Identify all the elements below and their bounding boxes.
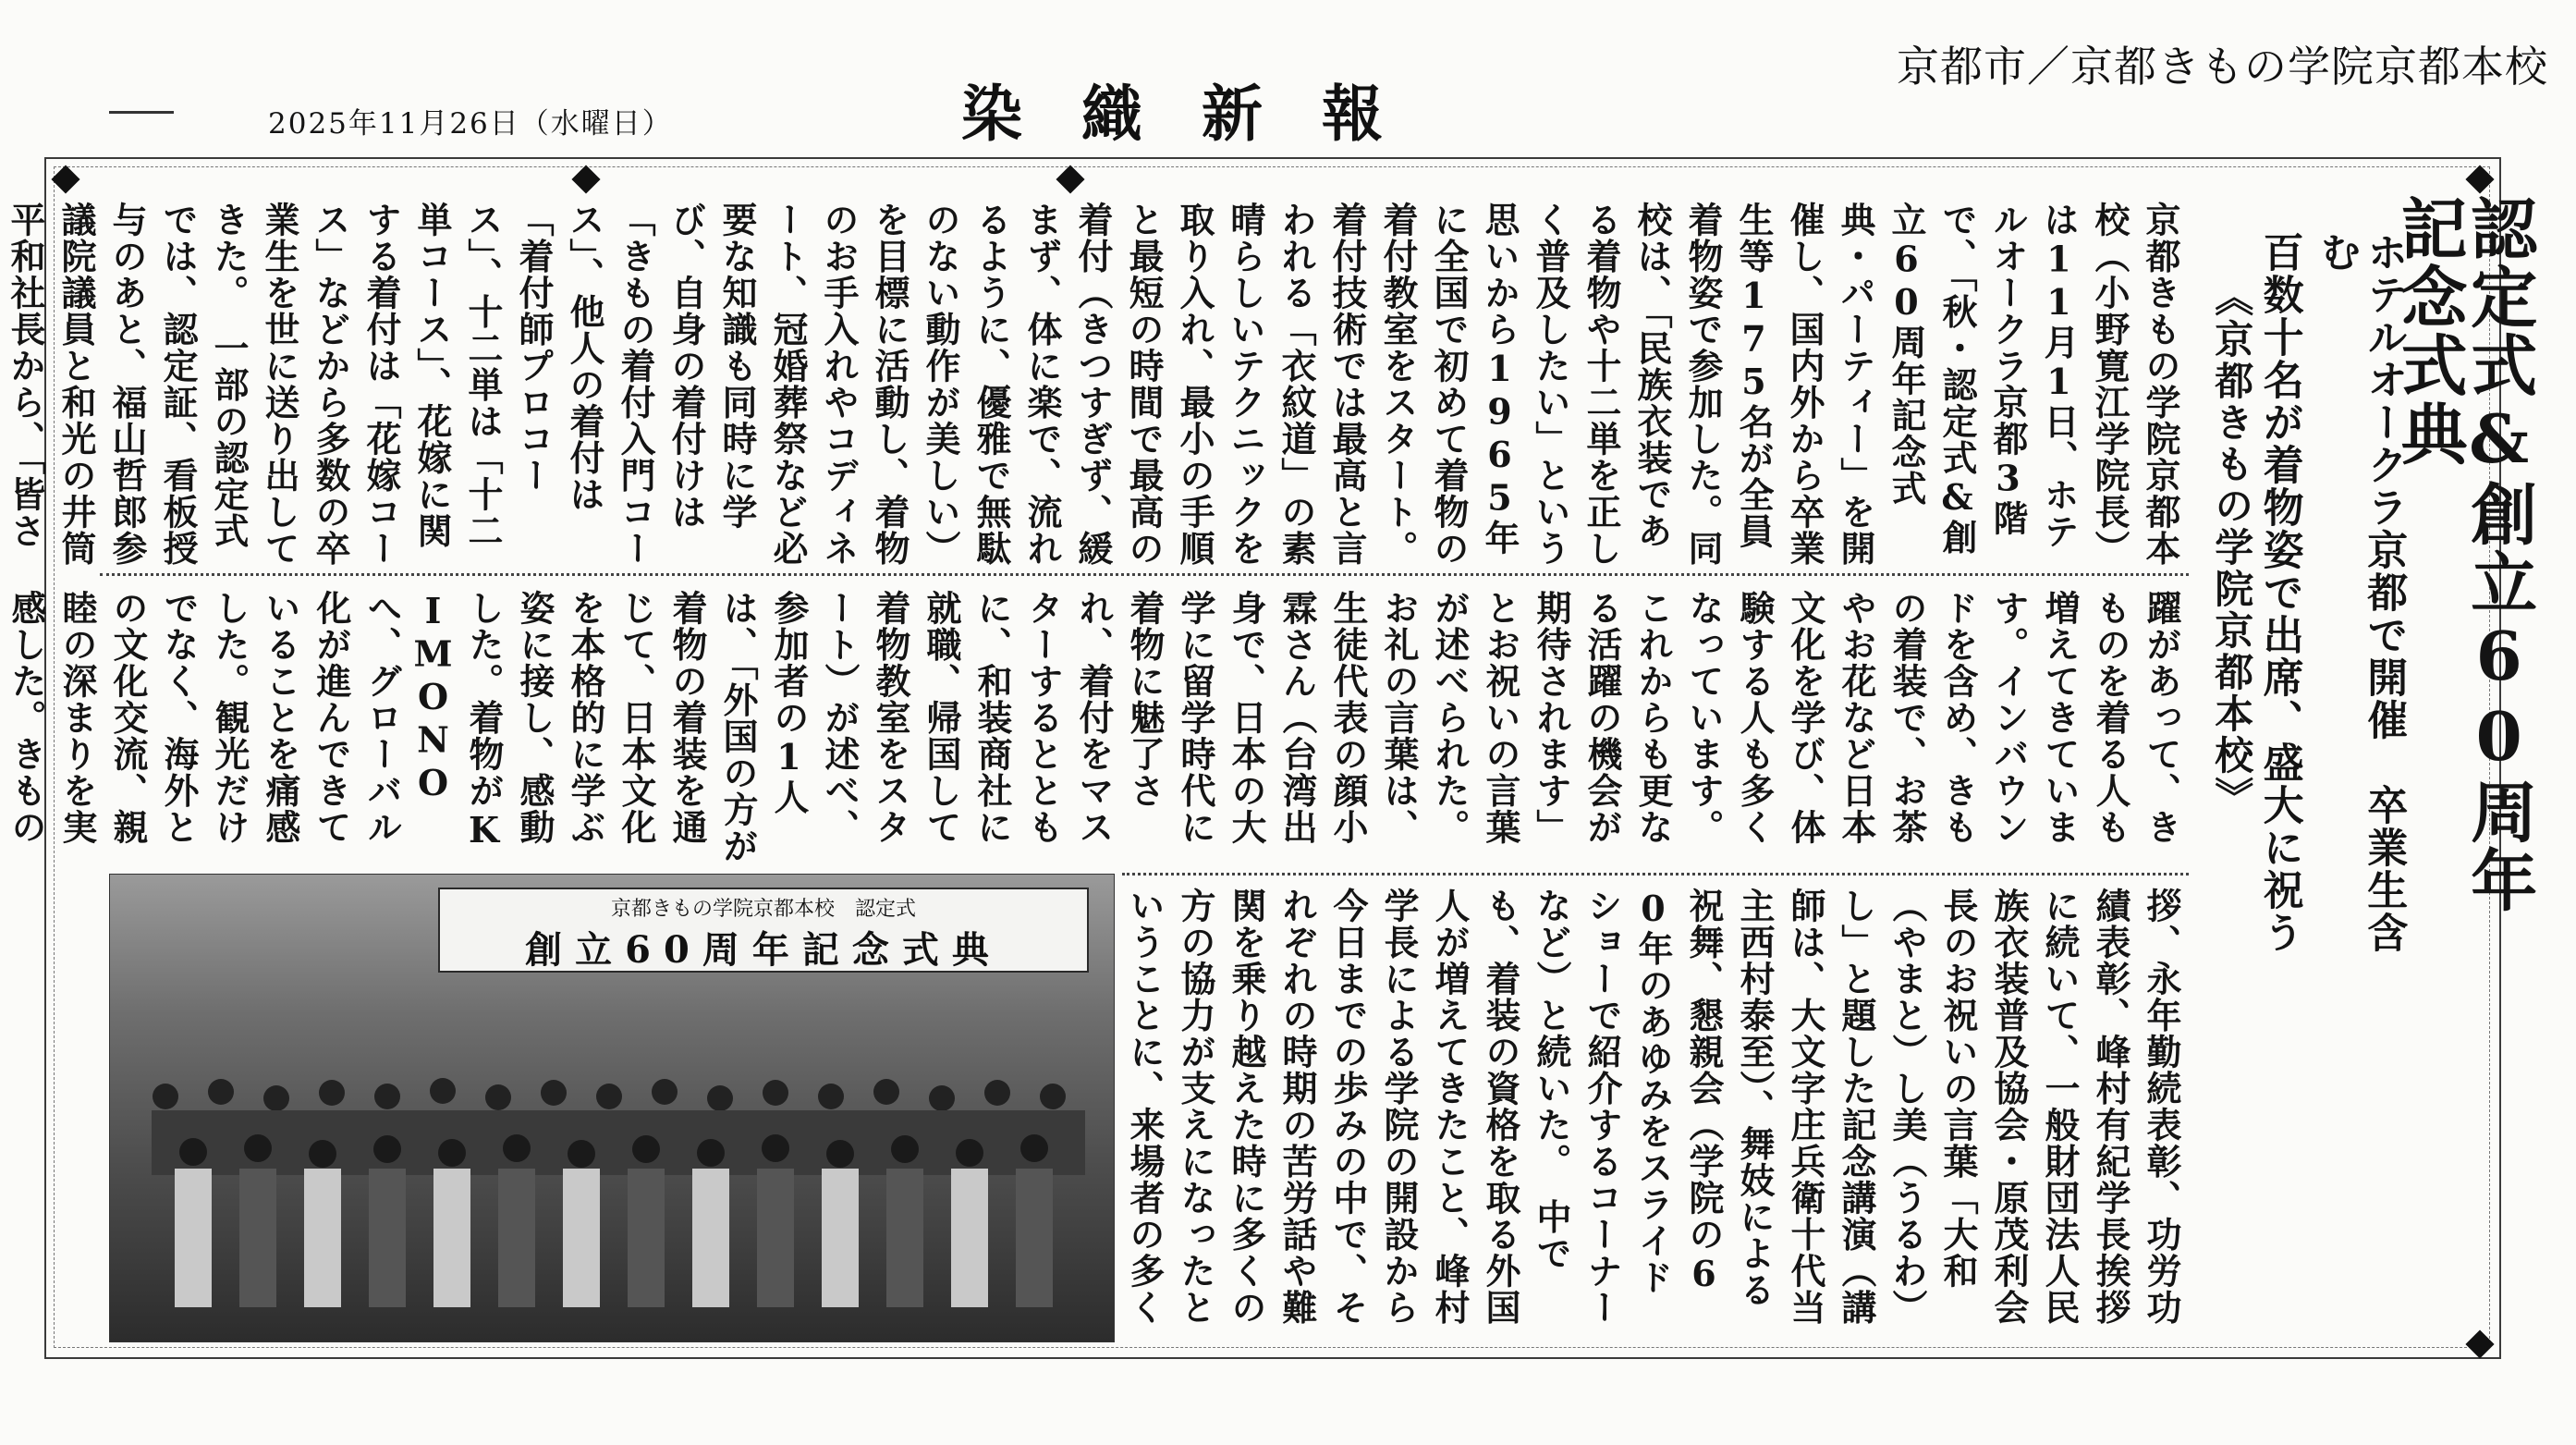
paper-name: 染織新報 — [961, 78, 1442, 150]
issue-date: 2025年11月26日（水曜日） — [268, 107, 673, 141]
article-body-bottom: 拶、永年勤続表彰、功労功績表彰、峰村有紀学長挨拶に続いて、一般財団法人民族衣装普及協会・原茂利会長のお祝いの言葉「大和（やまと）し美（うるわ）し」と題した記念講演（講師は、大文字庄兵衛十代当主西村泰至）、舞妓による祝舞、懇親会（学院の60年のあゆみをスライドショーで紹介するコーナーなど）と続いた。 中でも、着装の資格を取る外国人が増えてきたこと、峰村学長による学院の開設から今日までの歩みの中で、それぞれの時期の苦労話や難関を乗り越えた時に多くの方の協力が支えになったということに、来場者の多く — [1124, 888, 2182, 1326]
column-divider — [100, 573, 2189, 576]
subhead: ホテルオークラ京都で開催 卒業生含む — [2313, 231, 2408, 954]
photo-sign-line1: 京都きもの学院京都本校 認定式 — [610, 898, 916, 921]
subhead: 百数十名が着物姿で出席、盛大に祝う — [2255, 231, 2303, 954]
headline: 認定式&創立60周年記念式典 — [2389, 194, 2539, 914]
article-body-top: 京都きもの学院京都本校（小野寛江学院長）は11月1日、ホテルオークラ京都3階で、「秋・認定式&創立60周年記念式典・パーティー」を開催し、国内外から卒業生等175名が全員着物姿で参加した。同校は、「民族衣装である着物や十二単を正しく普及したい」という思いから1965年に全国で初めて着物の着付教室をスタート。着付技術では最高と言われる「衣紋道」の素晴らしいテクニックを取り入れ、最小の手順と最短の時間で最高の着付（きつすぎず、緩まず、体に楽で、流れるように、優雅で無駄のない動作が美しい）を目標に活動し、着物のお手入れやコディネート、冠婚葬祭など必要な知識も同時に学び、自身の着付けは「きもの着付入門コース」、他人の着付は「着付師プロコース」、十二単は「十二単コース」、花嫁に関する着付は「花嫁コース」などから多数の卒業生を世に送り出してきた。 一部の認定式では、認定証、看板授与のあと、福山哲郎参議院議員と和光の井筒平和社長から、「皆さ — [5, 202, 2181, 567]
subhead: 《京都きもの学院京都本校》 — [2209, 277, 2255, 818]
header-rule-mark — [109, 111, 174, 114]
corner-label: 京都市／京都きもの学院京都本校 — [1897, 42, 2548, 92]
photo-sign-line2: 創立60周年記念式典 — [525, 928, 1002, 972]
photo-sign — [438, 888, 1089, 973]
column-divider — [1122, 873, 2189, 876]
photo-crowd — [128, 1059, 1099, 1337]
event-photo — [109, 874, 1115, 1342]
article-body-middle: 躍があって、きものを着る人も増えてきています。インバウンドを含め、きもの着装で、お茶やお花など日本文化を学び、体験する人も多くなっています。これからも更なる活躍の機会が期待されます」とお祝いの言葉が述べられた。お礼の言葉は、生徒代表の顔小霖さん（台湾出身で、日本の大学に留学時代に着物に魅了され、着付をマスターするとともに、和装商社に就職、帰国して着物教室をスタート）が述べ、参加者の1人は、「外国の方が着物の着装を通じて、日本文化を本格的に学ぶ姿に接し、感動した。着物がKIMONOへ、グローバル化が進んできていることを痛感した。観光だけでなく、海外との文化交流、親睦の深まりを実感した。きもの — [6, 590, 2182, 864]
